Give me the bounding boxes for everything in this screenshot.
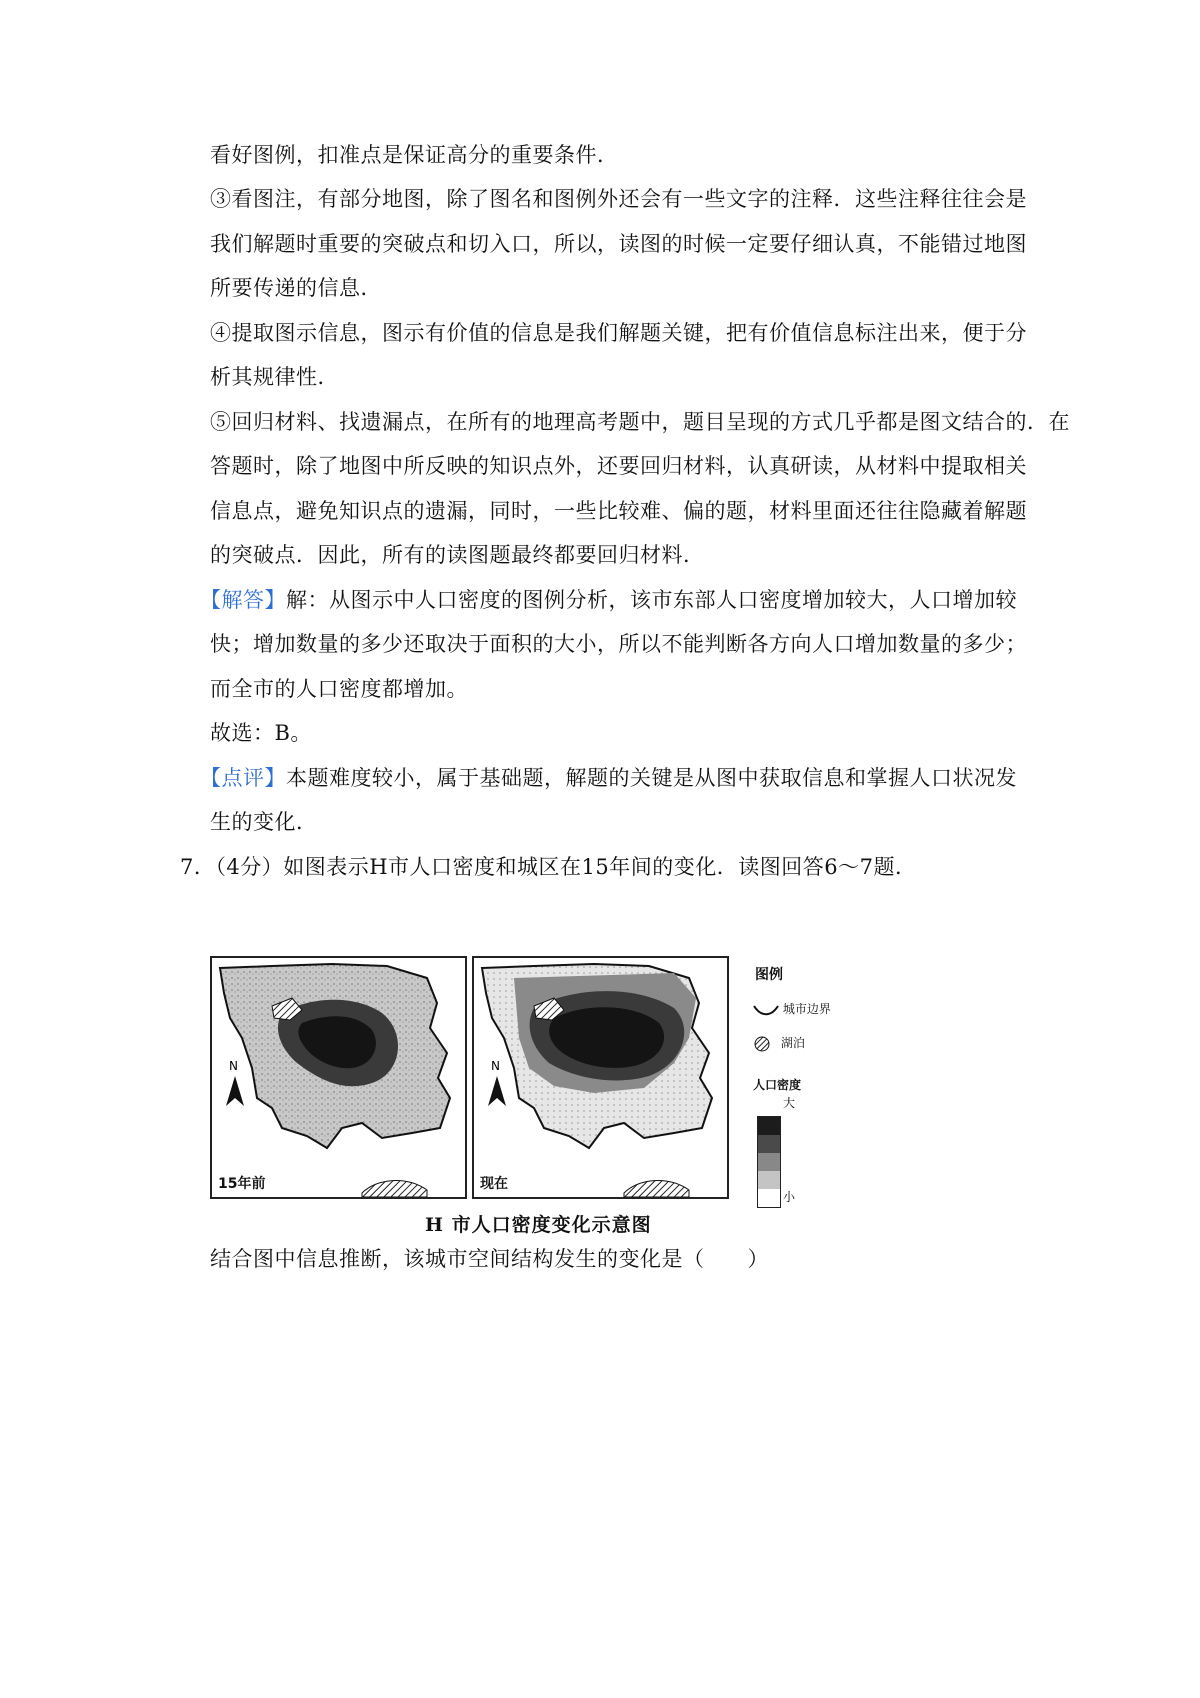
text-line: 所要传递的信息． [210, 276, 382, 300]
density-high-swatch [758, 1135, 780, 1153]
text-line: 答题时，除了地图中所反映的知识点外，还要回归材料，认真研读，从材料中提取相关 [210, 454, 1027, 478]
map-now-graphic [474, 958, 727, 1197]
question-prompt: 结合图中信息推断，该城市空间结构发生的变化是（ ） [210, 1247, 769, 1271]
question-text: （4分）如图表示H市人口密度和城区在15年间的变化．读图回答6～7题． [215, 855, 917, 879]
legend-boundary [753, 1000, 831, 1017]
map-label-now: 现在 [480, 1176, 508, 1192]
answer-tag: 【解答】 [200, 588, 286, 612]
comment-tag: 【点评】 [200, 766, 286, 790]
text-line: 信息点，避免知识点的遗漏，同时，一些比较难、偏的题，材料里面还往往隐藏着解题 [210, 499, 1027, 523]
legend-low-label: 小 [783, 1190, 796, 1204]
map-15-years-ago [210, 956, 467, 1199]
comment-line-1 [200, 763, 1017, 793]
north-label: N [229, 1059, 238, 1073]
choice-line: 故选：B。 [210, 721, 312, 745]
population-density-figure [210, 956, 830, 1206]
answer-line-3: 而全市的人口密度都增加。 [210, 677, 468, 701]
answer-line-2: 快；增加数量的多少还取决于面积的大小，所以不能判断各方向人口增加数量的多少； [210, 632, 1027, 656]
boundary-line-icon [753, 1003, 779, 1017]
comment-line-2: 生的变化． [210, 810, 318, 834]
lake [624, 1181, 689, 1197]
legend-lake-label: 湖泊 [780, 1036, 805, 1050]
lake-hatch-icon [753, 1035, 771, 1053]
map-legend [753, 956, 843, 1206]
comment-text: 本题难度较小，属于基础题，解题的关键是从图中获取信息和掌握人口状况发 [286, 766, 1017, 790]
density-lowest-swatch [758, 1189, 780, 1207]
legend-lake [753, 1034, 805, 1053]
legend-high-label: 大 [783, 1096, 796, 1110]
legend-boundary-label: 城市边界 [782, 1002, 831, 1016]
text-line: 析其规律性． [210, 365, 339, 389]
density-mid-swatch [758, 1153, 780, 1171]
text-line: 我们解题时重要的突破点和切入口，所以，读图的时候一定要仔细认真，不能错过地图 [210, 232, 1027, 256]
text-line: 看好图例，扣准点是保证高分的重要条件． [210, 143, 619, 167]
text-line: ③看图注，有部分地图，除了图名和图例外还会有一些文字的注释．这些注释往往会是 [210, 187, 1027, 211]
density-scale [757, 1116, 781, 1208]
map-label-15-years: 15年前 [218, 1176, 266, 1192]
legend-title: 图例 [755, 967, 783, 983]
text-line: ⑤回归材料、找遗漏点，在所有的地理高考题中，题目呈现的方式几乎都是图文结合的．在 [210, 410, 1070, 434]
map-now [472, 956, 729, 1199]
text-line: ④提取图示信息，图示有价值的信息是我们解题关键，把有价值信息标注出来，便于分 [210, 321, 1027, 345]
legend-density-title: 人口密度 [753, 1078, 802, 1092]
answer-line-1 [200, 585, 1017, 615]
north-label: N [491, 1059, 500, 1073]
density-highest-swatch [758, 1117, 780, 1135]
question-number: 7． [180, 855, 216, 879]
question-stem [180, 852, 917, 882]
text-line: 的突破点．因此，所有的读图题最终都要回归材料． [210, 543, 705, 567]
answer-text: 解：从图示中人口密度的图例分析，该市东部人口密度增加较大，人口增加较 [286, 588, 1017, 612]
figure-caption: H 市人口密度变化示意图 [425, 1214, 652, 1236]
map-15-years-ago-graphic [212, 958, 465, 1197]
north-arrow-icon [484, 1058, 510, 1114]
north-arrow-icon [222, 1058, 248, 1114]
lake [362, 1181, 427, 1197]
density-low-swatch [758, 1171, 780, 1189]
